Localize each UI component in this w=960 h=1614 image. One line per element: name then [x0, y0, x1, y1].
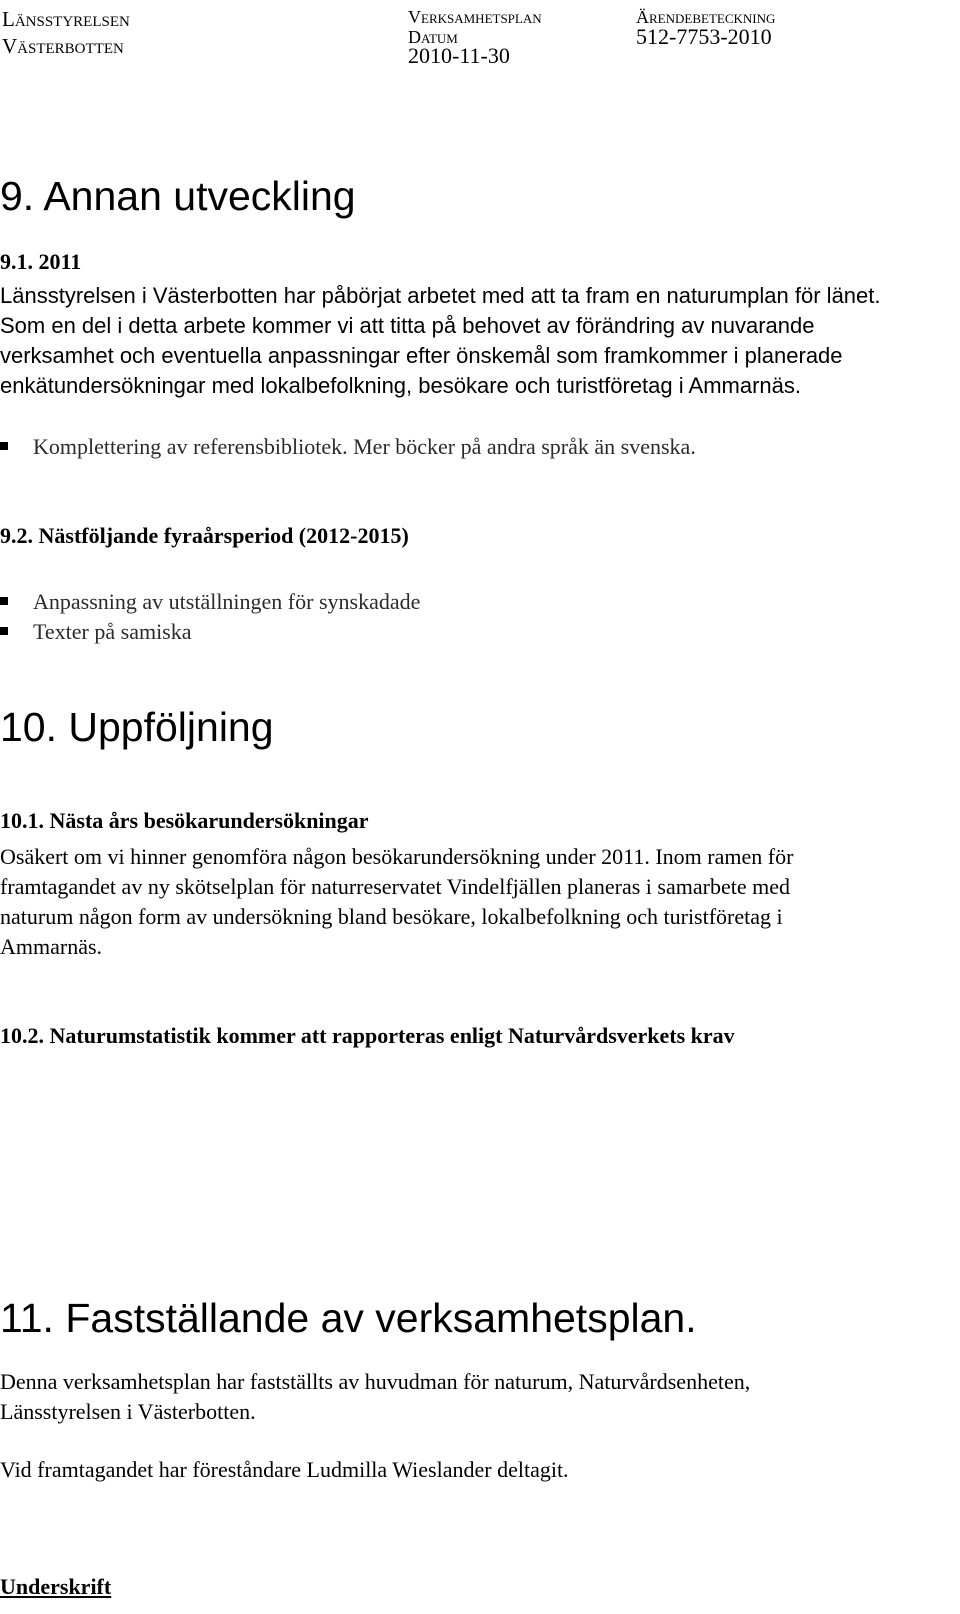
section-9-1-line-4: enkätundersökningar med lokalbefolkning, besökare och turistföretag i Ammarnäs. — [0, 373, 802, 398]
square-bullet-icon — [0, 597, 8, 605]
doc-type-label: Verksamhetsplan — [408, 7, 542, 27]
date-value: 2010-11-30 — [408, 43, 510, 68]
section-10-1-line-1: Osäkert om vi hinner genomföra någon besökarundersökning under 2011. Inom ramen för — [0, 844, 794, 869]
org-name-line2: Västerbotten — [2, 34, 124, 58]
section-11-para2: Vid framtagandet har föreståndare Ludmilla Wieslander deltagit. — [0, 1457, 569, 1482]
section-10-1-line-3: naturum någon form av undersökning bland besökare, lokalbefolkning och turistföretag i — [0, 904, 783, 929]
list-item-text: Anpassning av utställningen för synskadade — [33, 589, 421, 614]
org-name-line1: Länsstyrelsen — [2, 7, 130, 31]
section-10-1-line-4: Ammarnäs. — [0, 934, 103, 959]
section-11-para1-line-2: Länsstyrelsen i Västerbotten. — [0, 1399, 256, 1424]
date-label: Datum — [408, 27, 458, 47]
list-item-text: Komplettering av referensbibliotek. Mer böcker på andra språk än svenska. — [33, 434, 696, 459]
signature-label: Underskrift — [0, 1574, 112, 1599]
section-9-1-heading: 9.1. 2011 — [0, 249, 82, 274]
list-item-text: Texter på samiska — [33, 619, 192, 644]
square-bullet-icon — [0, 627, 8, 635]
section-11-para1-line-1: Denna verksamhetsplan har fastställts av huvudman för naturum, Naturvårdsenheten, — [0, 1369, 751, 1394]
section-10-title: 10. Uppföljning — [0, 704, 274, 750]
ref-label: Ärendebeteckning — [636, 7, 776, 27]
section-9-2-heading: 9.2. Nästföljande fyraårsperiod (2012-2015) — [0, 523, 409, 548]
section-9-1-line-2: Som en del i detta arbete kommer vi att titta på behovet av förändring av nuvarande — [0, 313, 815, 338]
section-10-2-heading: 10.2. Naturumstatistik kommer att rapporteras enligt Naturvårdsverkets krav — [0, 1023, 735, 1048]
section-10-1-line-2: framtagandet av ny skötselplan för naturreservatet Vindelfjällen planeras i samarbete med — [0, 874, 790, 899]
section-9-1-line-3: verksamhet och eventuella anpassningar efter önskemål som framkommer i planerade — [0, 343, 843, 368]
section-11-title: 11. Fastställande av verksamhetsplan. — [0, 1295, 697, 1341]
square-bullet-icon — [0, 442, 8, 450]
section-10-1-heading: 10.1. Nästa års besökarundersökningar — [0, 808, 369, 833]
ref-value: 512-7753-2010 — [636, 24, 772, 49]
section-9-1-line-1: Länsstyrelsen i Västerbotten har påbörjat arbetet med att ta fram en naturumplan för länet. — [0, 283, 881, 308]
section-9-title: 9. Annan utveckling — [0, 173, 356, 219]
